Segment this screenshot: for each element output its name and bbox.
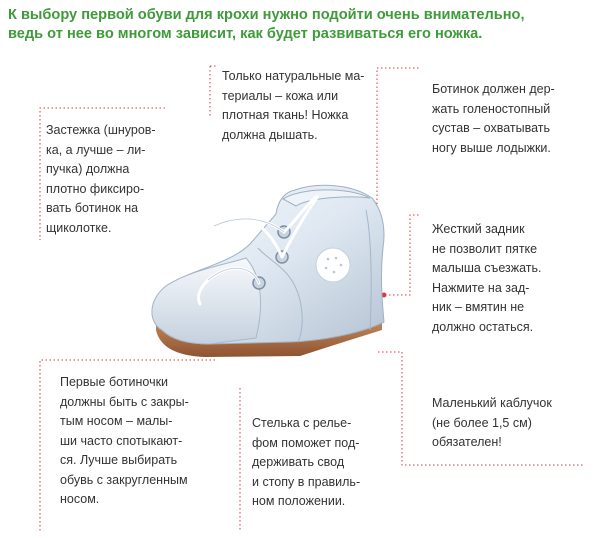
note-heel-counter [432, 220, 542, 337]
note-line: малыша съезжать. [432, 261, 542, 275]
boot-badge [316, 248, 350, 282]
note-materials [222, 67, 364, 145]
badge-dot [335, 257, 338, 260]
leader-ankle [377, 68, 420, 208]
note-heel [432, 394, 552, 453]
note-line: фом поможет под- [252, 435, 360, 450]
note-line: ся. Лучше выбирать [60, 453, 178, 467]
note-line: вать ботинок на [46, 201, 139, 215]
note-line: жать голеностопный [432, 101, 551, 116]
badge-dot [333, 271, 336, 274]
note-insole [252, 414, 360, 512]
boot-toe-cap [152, 258, 261, 344]
note-line: ник – вмятин не [432, 300, 525, 314]
note-line: обязателен! [432, 435, 502, 449]
note-line: и стопу в правиль- [252, 474, 361, 489]
leader-heel-counter [385, 215, 420, 295]
title-line: ведь от нее во многом зависит, как будет развиваться его ножка. [8, 26, 483, 42]
note-closed-toe [60, 373, 189, 510]
note-line: ши часто спотыкают- [60, 433, 183, 448]
leader-materials [210, 66, 218, 118]
note-line: сустав – охватывать [432, 121, 551, 135]
note-line: носом. [60, 492, 100, 506]
note-fastener [46, 121, 156, 238]
note-line: тым носом – малы- [60, 414, 173, 428]
note-line: териалы – кожа или [222, 88, 339, 103]
note-line: держивать свод [252, 455, 345, 469]
note-line: Маленький каблучок [432, 396, 552, 410]
note-line: Нажмите на зад- [432, 280, 530, 295]
note-line: плотно фиксиро- [46, 181, 145, 196]
note-line: ногу выше лодыжки. [432, 140, 551, 155]
note-line: ном положении. [252, 494, 346, 508]
note-line: должны быть с закры- [60, 394, 189, 409]
note-line: не позволит пятке [432, 241, 538, 256]
note-line: Застежка (шнуров- [46, 123, 156, 137]
note-line: пучка) должна [46, 162, 130, 176]
note-line: обувь с закругленным [60, 472, 188, 487]
note-line: Жесткий задник [432, 222, 525, 236]
note-ankle [432, 80, 555, 158]
note-line: Стелька с релье- [252, 416, 352, 430]
title-line: К выбору первой обуви для крохи нужно подойти очень внимательно, [8, 7, 525, 23]
badge-dot [325, 267, 328, 270]
note-line: должна дышать. [222, 127, 318, 142]
badge-dot [340, 264, 343, 267]
note-line: плотная ткань! Ножка [222, 108, 349, 122]
boot-illustration [152, 185, 384, 357]
note-line: (не более 1,5 см) [432, 415, 532, 430]
note-line: щиколотке. [46, 220, 112, 235]
note-line: должно остаться. [432, 319, 534, 334]
note-line: ка, а лучше – ли- [46, 142, 146, 157]
badge-dot [327, 258, 330, 261]
note-line: Ботинок должен дер- [432, 82, 555, 96]
note-line: Первые ботиночки [60, 375, 169, 389]
note-line: Только натуральные ма- [222, 69, 365, 83]
